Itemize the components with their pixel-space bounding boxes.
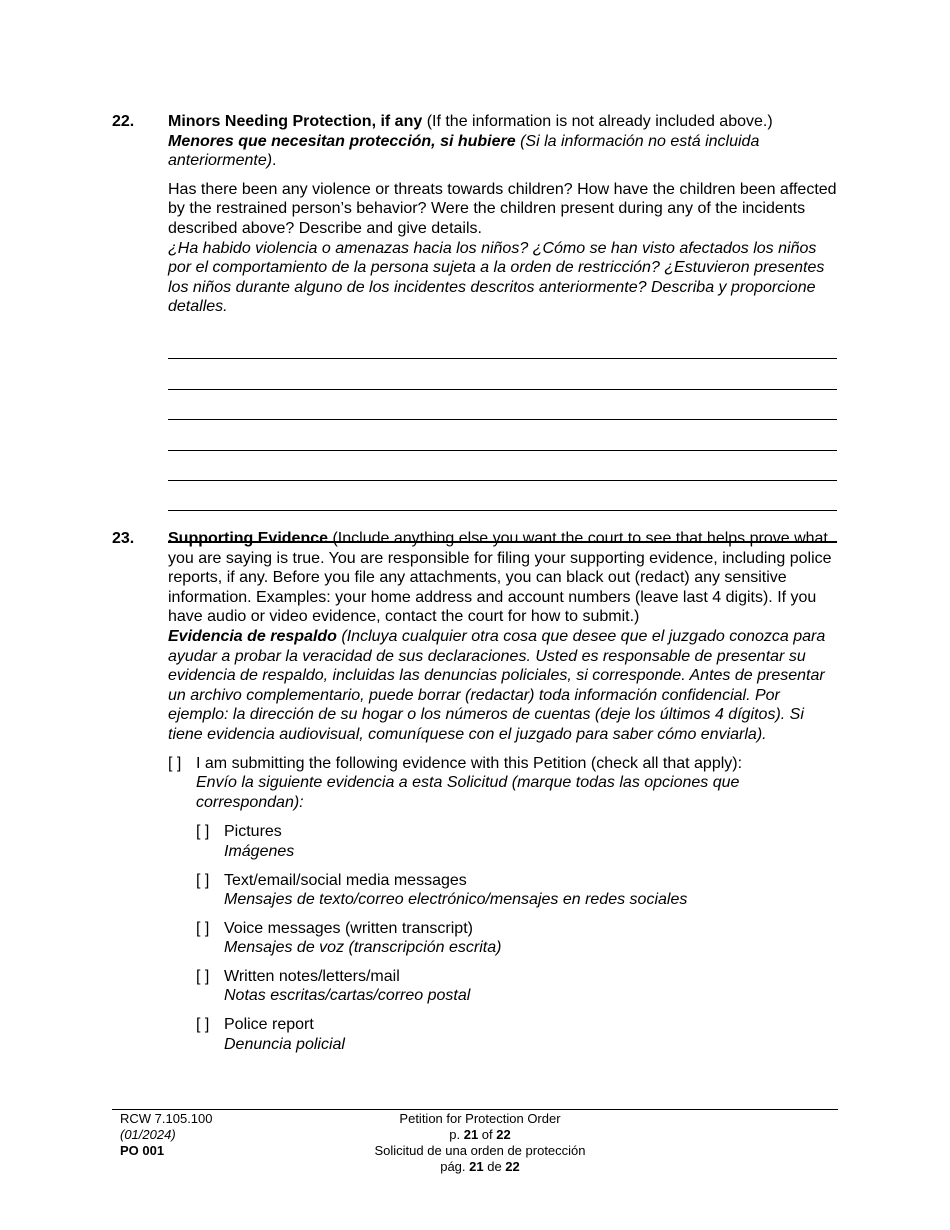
- answer-line[interactable]: [168, 329, 837, 359]
- title-es: Evidencia de respaldo: [168, 627, 337, 645]
- note-en: (Include anything else you want the court to see that helps prove what you are saying is true. You are responsible for filing your supporting evidence, including police reports, if any. Before you file any attachments, you can black out (redact) any sensitive information. Examples: your home address and account numbers (leave last 4 digits). If you have audio or video evidence, contact the court for how to submit.): [168, 530, 832, 626]
- supporting-evidence-es: [168, 627, 837, 745]
- page-footer: [112, 1109, 838, 1174]
- submit-en: I am submitting the following evidence with this Petition (check all that apply):: [196, 754, 743, 772]
- evidence-voice[interactable]: [196, 919, 837, 958]
- page-prefix: pág.: [440, 1159, 470, 1174]
- answer-line[interactable]: [168, 451, 837, 481]
- submit-es: Envío la siguiente evidencia a esta Solicitud (marque todas las opciones que correspondan):: [196, 774, 740, 811]
- section-number: 22.: [112, 113, 135, 130]
- section-title-es: [168, 132, 837, 171]
- answer-line[interactable]: [168, 359, 837, 389]
- title-es: Menores que necesitan protección, si hubiere: [168, 132, 516, 150]
- evidence-es: Mensajes de voz (transcripción escrita): [224, 939, 502, 957]
- note-es: (Incluya cualquier otra cosa que desee que el juzgado conozca para ayudar a probar la veracidad de sus declaraciones. Usted es responsable de presentar su evidencia de respaldo, incluidas las denuncias policiales, si corresponde. Antes de presentar un archivo complementario, puede borrar (redactar) toda información confidencial. Por ejemplo: la dirección de su hogar o los números de cuentas (deje los últimos 4 dígitos). Si tiene evidencia audiovisual, comuníquese con el juzgado para saber cómo enviarla).: [168, 627, 826, 743]
- answer-line[interactable]: [168, 481, 837, 511]
- answer-line[interactable]: [168, 420, 837, 450]
- section-22: [112, 112, 837, 543]
- checkbox[interactable]: [ ]: [196, 871, 210, 889]
- title-en: Supporting Evidence: [168, 530, 329, 547]
- page-number-es: [280, 1159, 680, 1175]
- evidence-notes[interactable]: [196, 967, 837, 1006]
- page-number-en: [280, 1127, 680, 1143]
- submit-evidence-option[interactable]: [168, 754, 837, 813]
- page-total: 22: [496, 1127, 511, 1142]
- evidence-en: Pictures: [224, 823, 282, 841]
- supporting-evidence-en: [168, 529, 837, 627]
- checkbox[interactable]: [ ]: [196, 919, 210, 937]
- evidence-en: Police report: [224, 1016, 314, 1034]
- question-es: ¿Ha habido violencia o amenazas hacia los niños? ¿Cómo se han visto afectados los niños por el comportamiento de la persona sujeta a la orden de restricción? ¿Estuvieron presentes los niños durante alguno de los incidentes descritos anteriormente? Describa y proporcione detalles.: [168, 239, 825, 316]
- page-of: of: [478, 1127, 497, 1142]
- form-title-es: Solicitud de una orden de protección: [374, 1143, 586, 1158]
- form-number: PO 001: [120, 1143, 165, 1158]
- evidence-es: Mensajes de texto/correo electrónico/mensajes en redes sociales: [224, 891, 688, 909]
- title-es-end: .: [272, 152, 277, 170]
- checkbox[interactable]: [ ]: [196, 823, 210, 841]
- section-23: [112, 529, 837, 1063]
- evidence-en: Voice messages (written transcript): [224, 919, 473, 937]
- section-title-en: [168, 112, 837, 132]
- page-current: 21: [469, 1159, 484, 1174]
- evidence-es: Imágenes: [224, 842, 295, 860]
- evidence-pictures[interactable]: [196, 822, 837, 861]
- title-es-note: (Si la información no está incluida anteriormente): [168, 132, 760, 170]
- checkbox[interactable]: [ ]: [196, 1016, 210, 1034]
- rcw-code: RCW 7.105.100: [120, 1111, 213, 1126]
- footer-center: [280, 1111, 680, 1175]
- evidence-en: Text/email/social media messages: [224, 871, 467, 889]
- title-en: Minors Needing Protection, if any: [168, 113, 423, 130]
- page-total: 22: [505, 1159, 520, 1174]
- evidence-messages[interactable]: [196, 871, 837, 910]
- checkbox[interactable]: [ ]: [196, 967, 210, 985]
- page-prefix: p.: [449, 1127, 464, 1142]
- form-date: (01/2024): [120, 1127, 176, 1142]
- evidence-en: Written notes/letters/mail: [224, 967, 400, 985]
- checkbox[interactable]: [ ]: [168, 754, 182, 772]
- question-en: Has there been any violence or threats towards children? How have the children been affected by the restrained person’s behavior? Were the children present during any of the incidents described above? Describe and give details.: [168, 180, 837, 237]
- evidence-list: [196, 822, 837, 1054]
- evidence-es: Notas escritas/cartas/correo postal: [224, 987, 471, 1005]
- footer-left: [120, 1111, 213, 1159]
- evidence-police-report[interactable]: [196, 1015, 837, 1054]
- answer-lines[interactable]: [168, 329, 837, 543]
- page-current: 21: [463, 1127, 479, 1142]
- title-en-note: (If the information is not already included above.): [422, 113, 773, 130]
- evidence-es: Denuncia policial: [224, 1035, 345, 1053]
- page-of: de: [483, 1159, 506, 1174]
- answer-line[interactable]: [168, 390, 837, 420]
- section-number: 23.: [112, 530, 135, 547]
- form-title-en: Petition for Protection Order: [399, 1111, 561, 1126]
